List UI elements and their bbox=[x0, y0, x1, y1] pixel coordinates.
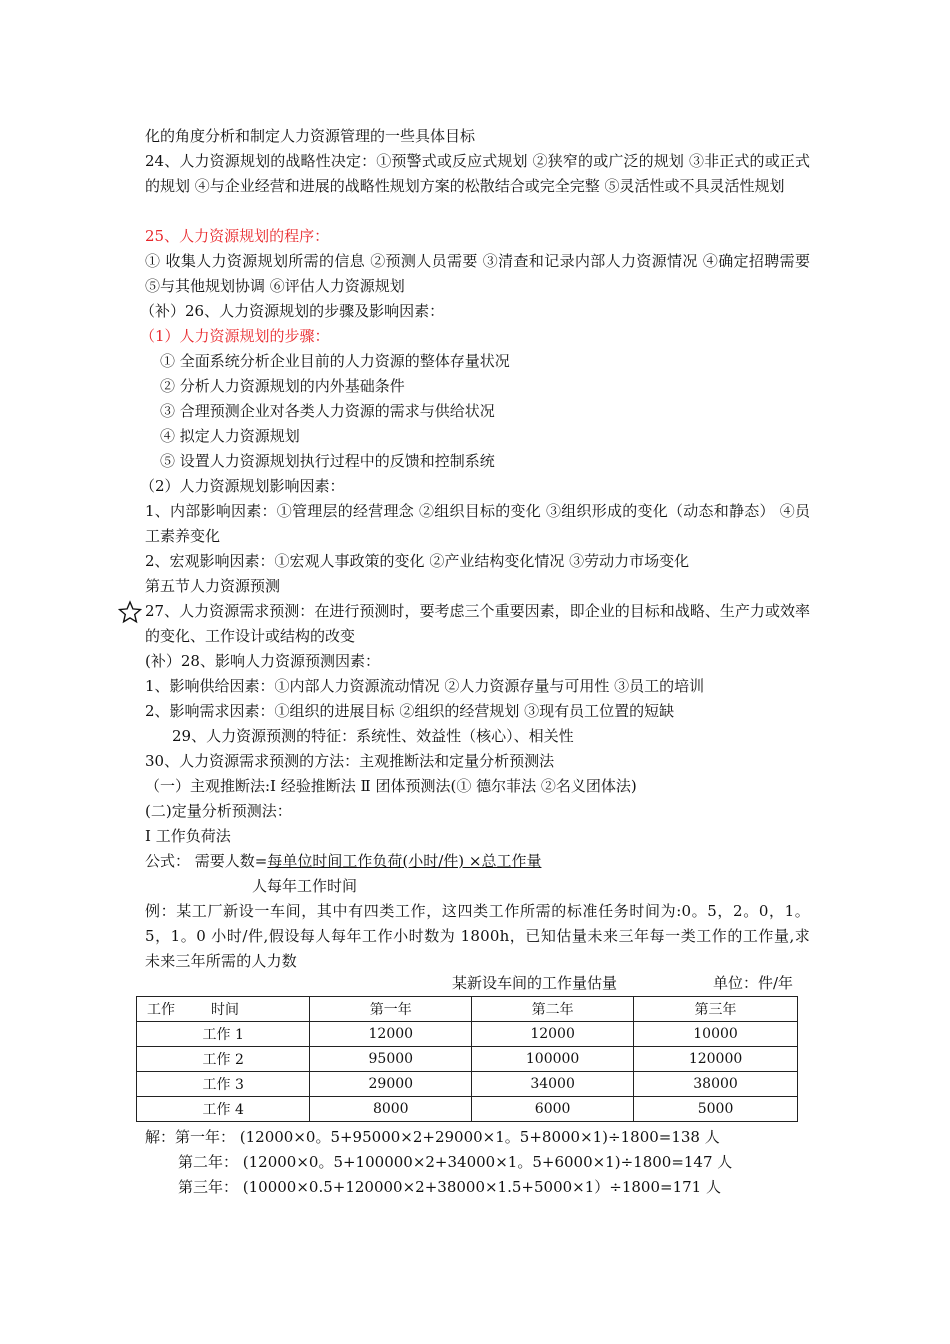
item-24: 24、人力资源规划的战略性决定：①预警式或反应式规划 ②狭窄的或广泛的规划 ③非正式的或正式的规划 ④与企业经营和进展的战略性规划方案的松散结合或完全完整 ⑤灵活性或不具灵活性规划 bbox=[145, 152, 810, 195]
workload-method: Ⅰ 工作负荷法 bbox=[145, 827, 231, 845]
step-2: ② 分析人力资源规划的内外基础条件 bbox=[160, 377, 405, 395]
item-27: 27、人力资源需求预测：在进行预测时，要考虑三个重要因素，即企业的目标和战略、生产力或效率的变化、工作设计或结构的改变 bbox=[145, 602, 810, 645]
table-corner-cell bbox=[137, 997, 310, 1022]
line-1: 化的角度分析和制定人力资源管理的一些具体目标 bbox=[145, 127, 476, 145]
factors-heading: （2）人力资源规划影响因素： bbox=[140, 477, 345, 495]
step-3: ③ 合理预测企业对各类人力资源的需求与供给状况 bbox=[160, 402, 495, 420]
table-row bbox=[137, 1072, 798, 1097]
table-caption: 某新设车间的工作量估量 bbox=[452, 974, 618, 992]
table-unit: 单位：件/年 bbox=[713, 974, 794, 992]
formula bbox=[145, 849, 810, 874]
table-header-row bbox=[137, 997, 798, 1022]
header-year-1: 第一年 bbox=[310, 997, 472, 1022]
cell-value: 120000 bbox=[634, 1047, 798, 1072]
workload-table bbox=[136, 996, 798, 1122]
item-25-body: ① 收集人力资源规划所需的信息 ②预测人员需要 ③清查和记录内部人力资源情况 ④确定招聘需要 ⑤与其他规划协调 ⑥评估人力资源规划 bbox=[145, 252, 810, 295]
item-26-heading: （补）26、人力资源规划的步骤及影响因素： bbox=[140, 302, 445, 320]
table-row bbox=[137, 1022, 798, 1047]
cell-value: 29000 bbox=[310, 1072, 472, 1097]
supply-factors: 1、影响供给因素：①内部人力资源流动情况 ②人力资源存量与可用性 ③员工的培训 bbox=[145, 677, 705, 695]
cell-value: 12000 bbox=[310, 1022, 472, 1047]
cell-value: 10000 bbox=[634, 1022, 798, 1047]
step-5: ⑤ 设置人力资源规划执行过程中的反馈和控制系统 bbox=[160, 452, 495, 470]
formula-denominator: 人每年工作时间 bbox=[252, 877, 358, 895]
row-label: 工作 4 bbox=[137, 1097, 310, 1122]
cell-value: 38000 bbox=[634, 1072, 798, 1097]
header-year-3: 第三年 bbox=[634, 997, 798, 1022]
section-5-title: 第五节人力资源预测 bbox=[145, 577, 281, 595]
cell-value: 6000 bbox=[472, 1097, 634, 1122]
corner-label-time: 时间 bbox=[211, 1002, 239, 1018]
item-28-heading: (补）28、影响人力资源预测因素： bbox=[145, 652, 380, 670]
header-year-2: 第二年 bbox=[472, 997, 634, 1022]
formula-numerator: 每单位时间工作负荷(小时/件) ×总工作量 bbox=[267, 852, 542, 870]
item-29: 29、人力资源预测的特征：系统性、效益性（核心）、相关性 bbox=[172, 727, 574, 745]
example-text: 例：某工厂新设一车间，其中有四类工作，这四类工作所需的标准任务时间为:0。5，2。0，1。5，1。0 小时/件,假设每人每年工作小时数为 1800h，已知估量未来三年每一类工作的工作量,求未来三年所需的人力数 bbox=[145, 902, 810, 970]
item-26-steps-heading: （1）人力资源规划的步骤： bbox=[140, 327, 330, 345]
cell-value: 5000 bbox=[634, 1097, 798, 1122]
formula-prefix: 公式： 需要人数= bbox=[145, 852, 268, 870]
quantitative-heading: (二)定量分析预测法： bbox=[145, 802, 292, 820]
solution-year-3: 第三年： (10000×0.5+120000×2+38000×1.5+5000×1）÷1800=171 人 bbox=[178, 1178, 721, 1196]
table-row bbox=[137, 1047, 798, 1072]
cell-value: 8000 bbox=[310, 1097, 472, 1122]
table-row bbox=[137, 1097, 798, 1122]
row-label: 工作 1 bbox=[137, 1022, 310, 1047]
demand-factors: 2、影响需求因素：①组织的进展目标 ②组织的经营规划 ③现有员工位置的短缺 bbox=[145, 702, 675, 720]
solution-year-1: 解：第一年： (12000×0。5+95000×2+29000×1。5+8000×1)÷1800=138 人 bbox=[145, 1128, 720, 1146]
row-label: 工作 3 bbox=[137, 1072, 310, 1097]
cell-value: 34000 bbox=[472, 1072, 634, 1097]
cell-value: 100000 bbox=[472, 1047, 634, 1072]
item-25-heading: 25、人力资源规划的程序： bbox=[145, 227, 330, 245]
cell-value: 95000 bbox=[310, 1047, 472, 1072]
cell-value: 12000 bbox=[472, 1022, 634, 1047]
step-4: ④ 拟定人力资源规划 bbox=[160, 427, 300, 445]
row-label: 工作 2 bbox=[137, 1047, 310, 1072]
solution-year-2: 第二年： (12000×0。5+100000×2+34000×1。5+6000×1)÷1800=147 人 bbox=[178, 1153, 733, 1171]
macro-factors: 2、宏观影响因素：①宏观人事政策的变化 ②产业结构变化情况 ③劳动力市场变化 bbox=[145, 552, 690, 570]
star-outline-icon bbox=[118, 600, 142, 624]
internal-factors: 1、内部影响因素：①管理层的经营理念 ②组织目标的变化 ③组织形成的变化（动态和静态） ④员工素养变化 bbox=[145, 502, 810, 545]
item-30: 30、人力资源需求预测的方法：主观推断法和定量分析预测法 bbox=[145, 752, 555, 770]
step-1: ① 全面系统分析企业目前的人力资源的整体存量状况 bbox=[160, 352, 510, 370]
corner-label-work: 工作 bbox=[147, 1002, 175, 1018]
subjective-methods: （一）主观推断法:Ⅰ 经验推断法 Ⅱ 团体预测法(① 德尔菲法 ②名义团体法) bbox=[145, 777, 637, 795]
